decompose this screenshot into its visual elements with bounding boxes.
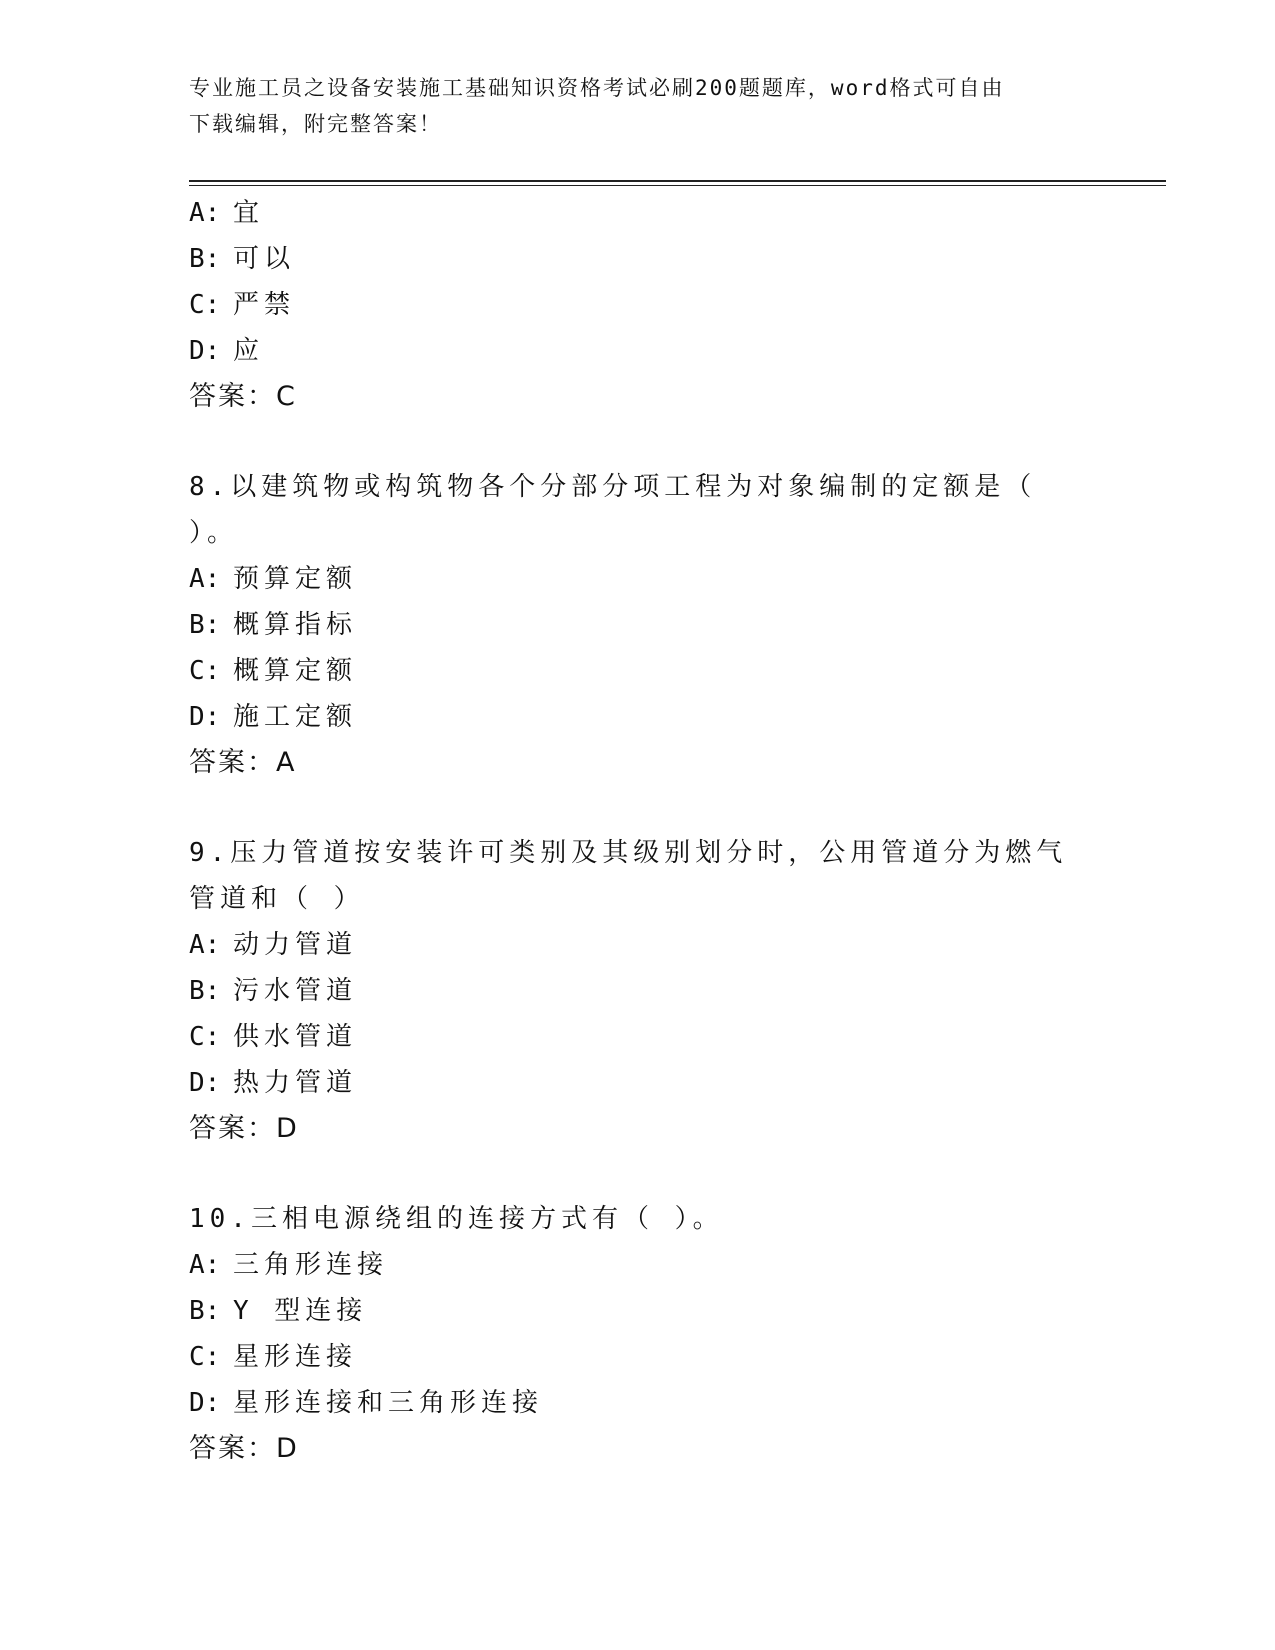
option-d xyxy=(189,1380,1149,1426)
option-letter: A: xyxy=(189,198,221,228)
option-letter: A: xyxy=(189,1250,221,1280)
option-text: 污水管道 xyxy=(233,976,358,1006)
header-line-1: 专业施工员之设备安装施工基础知识资格考试必刷200题题库，word格式可自由 xyxy=(189,76,1005,100)
option-letter: B: xyxy=(189,1296,221,1326)
option-letter: B: xyxy=(189,244,221,274)
option-letter: B: xyxy=(189,610,221,640)
option-text: 星形连接和三角形连接 xyxy=(233,1388,544,1418)
option-c xyxy=(189,648,1149,694)
option-text: 概算指标 xyxy=(233,610,358,640)
option-text: 供水管道 xyxy=(233,1022,358,1052)
option-d xyxy=(189,328,1149,374)
option-letter: A: xyxy=(189,564,221,594)
option-letter: D: xyxy=(189,1388,221,1418)
question-stem: 8.以建筑物或构筑物各个分部分项工程为对象编制的定额是（ ）。 xyxy=(189,472,1037,548)
option-b xyxy=(189,968,1149,1014)
option-d xyxy=(189,1060,1149,1106)
option-b xyxy=(189,1288,1149,1334)
option-a xyxy=(189,556,1149,602)
answer-line: 答案：A xyxy=(189,747,297,778)
option-letter: A: xyxy=(189,930,221,960)
option-b xyxy=(189,602,1149,648)
option-c xyxy=(189,1334,1149,1380)
question-stem: 10.三相电源绕组的连接方式有（ ）。 xyxy=(189,1204,724,1234)
option-d xyxy=(189,694,1149,740)
question-8 xyxy=(189,464,1149,786)
option-a xyxy=(189,1242,1149,1288)
answer-line: 答案：C xyxy=(189,381,297,412)
question-stem: 9.压力管道按安装许可类别及其级别划分时，公用管道分为燃气管道和（ ） xyxy=(189,838,1068,914)
option-letter: C: xyxy=(189,290,221,320)
option-c xyxy=(189,1014,1149,1060)
option-letter: B: xyxy=(189,976,221,1006)
document-header xyxy=(189,70,1089,142)
option-a xyxy=(189,190,1149,236)
answer-line: 答案：D xyxy=(189,1113,299,1144)
option-text: 星形连接 xyxy=(233,1342,358,1372)
option-text: 应 xyxy=(233,336,265,366)
option-text: 热力管道 xyxy=(233,1068,358,1098)
header-line-2: 下载编辑，附完整答案！ xyxy=(189,112,442,136)
option-letter: D: xyxy=(189,336,221,366)
option-a xyxy=(189,922,1149,968)
option-letter: D: xyxy=(189,1068,221,1098)
option-text: 施工定额 xyxy=(233,702,358,732)
option-text: 可以 xyxy=(233,244,296,274)
option-text: 三角形连接 xyxy=(233,1250,389,1280)
option-text: 宜 xyxy=(233,198,265,228)
option-text: 预算定额 xyxy=(233,564,358,594)
header-rule-thick xyxy=(189,180,1166,182)
option-letter: D: xyxy=(189,702,221,732)
option-letter: C: xyxy=(189,1022,221,1052)
question-9 xyxy=(189,830,1149,1152)
option-text: 严禁 xyxy=(233,290,296,320)
header-rule-thin xyxy=(189,185,1166,186)
option-text: 动力管道 xyxy=(233,930,358,960)
answer-line: 答案：D xyxy=(189,1433,299,1464)
question-continued xyxy=(189,190,1149,420)
option-text: Y 型连接 xyxy=(233,1296,368,1326)
option-b xyxy=(189,236,1149,282)
option-text: 概算定额 xyxy=(233,656,358,686)
option-letter: C: xyxy=(189,1342,221,1372)
option-c xyxy=(189,282,1149,328)
question-10 xyxy=(189,1196,1149,1472)
question-list xyxy=(189,190,1149,1472)
option-letter: C: xyxy=(189,656,221,686)
